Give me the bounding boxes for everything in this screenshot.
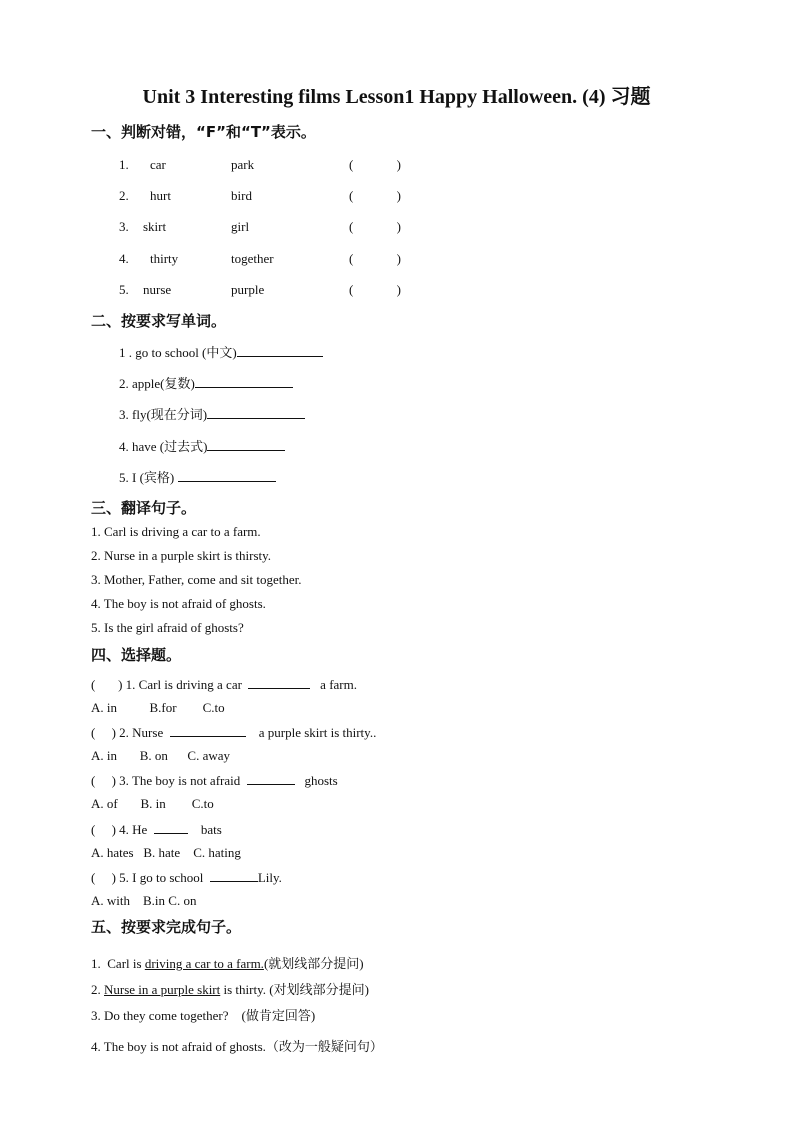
word-2: girl <box>231 219 250 234</box>
answer-parens[interactable]: ( ) <box>349 219 401 234</box>
sentence: 2. Nurse in a purple skirt is thirsty. <box>91 548 272 563</box>
section5-heading: 五、按要求完成句子。 <box>91 918 242 936</box>
answer-parens[interactable]: ( ) <box>349 188 401 203</box>
word-2: bird <box>231 188 252 203</box>
answer-blank[interactable] <box>237 344 323 357</box>
answer-blank[interactable] <box>170 724 246 737</box>
section1-heading: 一、判断对错，“F”和“T”表示。 <box>91 123 316 141</box>
rewrite-task: 2. Nurse in a purple skirt is thirty. (对划线部分提问) <box>91 982 369 997</box>
answer-parens[interactable]: ( ) <box>349 157 401 172</box>
answer-blank[interactable] <box>178 469 276 482</box>
rewrite-task: 3. Do they come together? (做肯定回答) <box>91 1008 316 1023</box>
rewrite-task: 4. The boy is not afraid of ghosts.（改为一般疑问句） <box>91 1039 383 1054</box>
answer-blank[interactable] <box>154 821 188 834</box>
section2-heading: 二、按要求写单词。 <box>91 312 227 330</box>
word-task: 4. have (过去式) <box>119 438 285 455</box>
sentence: 4. The boy is not afraid of ghosts. <box>91 596 266 611</box>
answer-parens[interactable]: ( ) <box>349 282 401 297</box>
word-task: 5. I (宾格) <box>119 469 276 486</box>
word-2: park <box>231 157 255 172</box>
question: ( ) 5. I go to school Lily. <box>91 870 282 885</box>
sentence: 1. Carl is driving a car to a farm. <box>91 524 261 539</box>
answer-blank[interactable] <box>195 375 293 388</box>
word-task: 2. apple(复数) <box>119 375 293 392</box>
rewrite-task: 1. Carl is driving a car to a farm.(就划线部分提问) <box>91 956 364 971</box>
page-title: Unit 3 Interesting films Lesson1 Happy Halloween. (4) 习题 <box>142 86 651 108</box>
word-1: car <box>150 157 166 172</box>
section4-heading: 四、选择题。 <box>91 646 182 664</box>
word-task: 3. fly(现在分词) <box>119 406 305 423</box>
item-number: 4. <box>119 251 129 266</box>
options-row: A. hates B. hate C. hating <box>91 845 241 860</box>
word-2: together <box>231 251 274 266</box>
word-1: skirt <box>143 219 167 234</box>
sentence: 3. Mother, Father, come and sit together. <box>91 572 302 587</box>
item-number: 2. <box>119 188 129 203</box>
answer-parens[interactable]: ( ) <box>349 251 401 266</box>
item-number: 1. <box>119 157 129 172</box>
answer-blank[interactable] <box>248 676 310 689</box>
item-number: 3. <box>119 219 129 234</box>
word-1: hurt <box>150 188 171 203</box>
question: ( ) 1. Carl is driving a car a farm. <box>91 677 357 692</box>
answer-blank[interactable] <box>207 438 285 451</box>
word-2: purple <box>231 282 265 297</box>
question: ( ) 3. The boy is not afraid ghosts <box>91 773 338 788</box>
word-task: 1 . go to school (中文) <box>119 344 323 361</box>
answer-blank[interactable] <box>210 869 258 882</box>
answer-blank[interactable] <box>207 406 305 419</box>
question: ( ) 4. He bats <box>91 822 222 837</box>
sentence: 5. Is the girl afraid of ghosts? <box>91 620 244 635</box>
answer-blank[interactable] <box>247 772 295 785</box>
options-row: A. of B. in C.to <box>91 796 214 811</box>
word-1: nurse <box>143 282 172 297</box>
item-number: 5. <box>119 282 129 297</box>
options-row: A. in B. on C. away <box>91 748 231 763</box>
section3-heading: 三、翻译句子。 <box>91 499 197 517</box>
question: ( ) 2. Nurse a purple skirt is thirty.. <box>91 725 377 740</box>
options-row: A. with B.in C. on <box>91 893 197 908</box>
word-1: thirty <box>150 251 179 266</box>
options-row: A. in B.for C.to <box>91 700 225 715</box>
